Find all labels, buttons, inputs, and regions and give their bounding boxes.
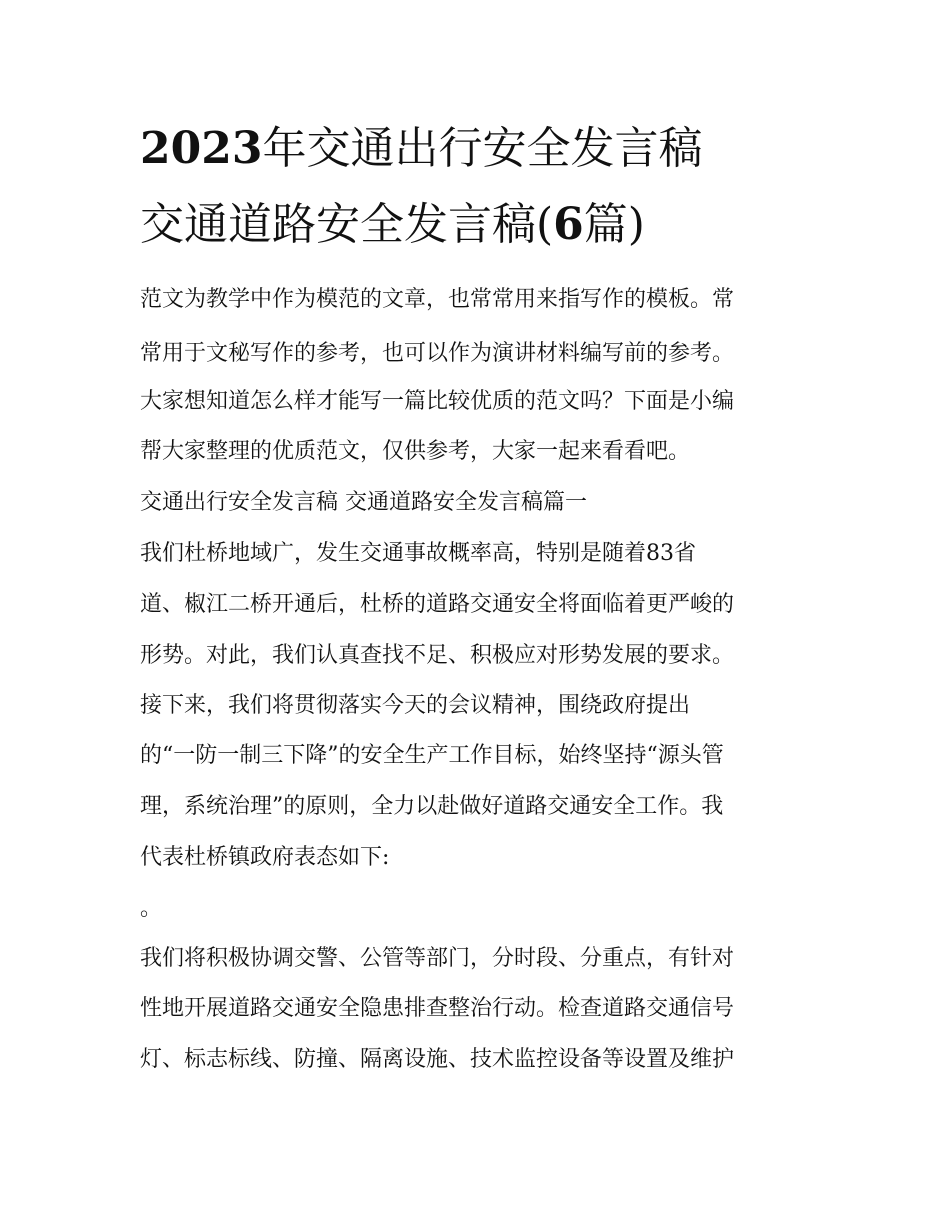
body-line: 我们将积极协调交警、公管等部门，分时段、分重点，有针对 — [140, 946, 735, 971]
title-line-2-text: 交通道路安全发言稿( — [140, 199, 554, 250]
section-heading: 交通出行安全发言稿 交通道路安全发言稿篇一 — [140, 490, 587, 515]
title-line-1-text: 年交通出行安全发言稿 — [262, 123, 703, 174]
body-line: 灯、标志标线、防撞、隔离设施、技术监控设备等设置及维护 — [140, 1047, 735, 1072]
document-title-line-2 — [140, 197, 840, 253]
body-line: 大家想知道怎么样才能写一篇比较优质的范文吗？下面是小编 — [140, 389, 735, 414]
body-line: 。 — [140, 896, 163, 921]
body-line: 道、椒江二桥开通后，杜桥的道路交通安全将面临着更严峻的 — [140, 592, 735, 617]
body-line: 范文为教学中作为模范的文章，也常常用来指写作的模板。常 — [140, 287, 735, 312]
body-line: 接下来，我们将贯彻落实今天的会议精神，围绕政府提出 — [140, 693, 691, 718]
body-line: 代表杜桥镇政府表态如下: — [140, 845, 390, 870]
body-line: 常用于文秘写作的参考，也可以作为演讲材料编写前的参考。 — [140, 341, 735, 366]
title-count: 6 — [553, 199, 584, 250]
body-line: 形势。对此，我们认真查找不足、积极应对形势发展的要求。 — [140, 643, 735, 668]
body-line: 性地开展道路交通安全隐患排查整治行动。检查道路交通信号 — [140, 996, 735, 1021]
title-line-2-end: 篇) — [583, 199, 645, 250]
body-line: 的“一防一制三下降”的安全生产工作目标，始终坚持“源头管 — [140, 743, 724, 768]
body-line: 帮大家整理的优质范文，仅供参考，大家一起来看看吧。 — [140, 439, 691, 464]
document-title-line-1 — [140, 121, 840, 177]
body-line: 理，系统治理”的原则，全力以赴做好道路交通安全工作。我 — [140, 794, 724, 819]
title-year: 2023 — [140, 123, 263, 174]
body-line: 我们杜桥地域广，发生交通事故概率高，特别是随着83省 — [140, 541, 696, 566]
